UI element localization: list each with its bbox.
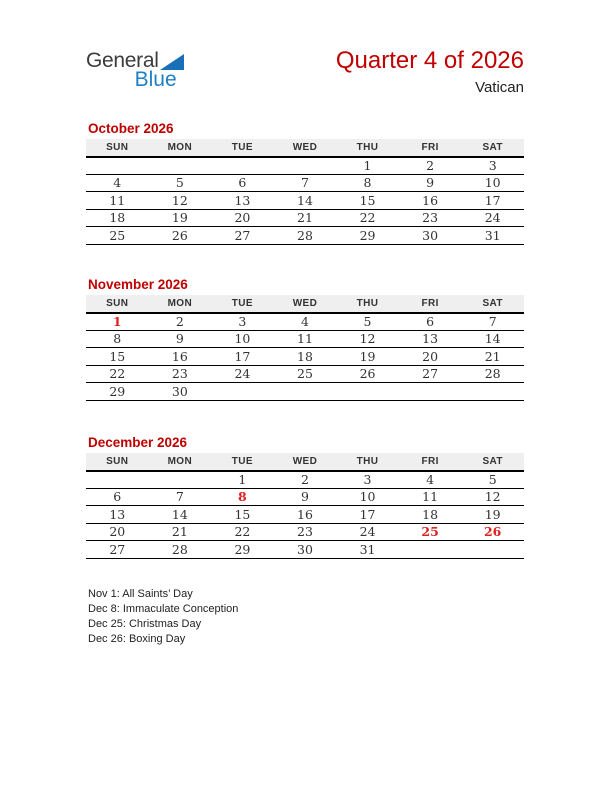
weekday-header-thu: THU	[336, 453, 399, 471]
week-row	[86, 192, 524, 210]
day-cell: 19	[336, 348, 399, 366]
week-row	[86, 313, 524, 331]
empty-day-cell	[149, 157, 212, 175]
day-cell: 7	[274, 174, 337, 192]
empty-day-cell	[274, 383, 337, 401]
calendar-table-december	[86, 453, 524, 559]
weekday-header-fri: FRI	[399, 453, 462, 471]
empty-day-cell	[461, 383, 524, 401]
weekday-header-wed: WED	[274, 295, 337, 313]
empty-day-cell	[399, 541, 462, 559]
holiday-list	[86, 587, 524, 647]
day-cell: 3	[461, 157, 524, 175]
day-cell: 29	[211, 541, 274, 559]
day-cell: 14	[274, 192, 337, 210]
day-cell: 9	[274, 488, 337, 506]
day-cell: 24	[461, 209, 524, 227]
weekday-header-mon: MON	[149, 139, 212, 157]
day-cell: 29	[336, 227, 399, 245]
day-cell: 13	[399, 330, 462, 348]
day-cell: 31	[461, 227, 524, 245]
day-cell: 15	[86, 348, 149, 366]
day-cell: 11	[274, 330, 337, 348]
day-cell: 17	[211, 348, 274, 366]
day-cell: 9	[149, 330, 212, 348]
day-cell: 25	[86, 227, 149, 245]
day-cell: 26	[336, 365, 399, 383]
holiday-item: Dec 26: Boxing Day	[88, 632, 186, 645]
day-cell: 26	[461, 523, 524, 541]
weekday-header-sat: SAT	[461, 139, 524, 157]
day-cell: 10	[336, 488, 399, 506]
week-row	[86, 365, 524, 383]
day-cell: 14	[149, 506, 212, 524]
week-row	[86, 523, 524, 541]
day-cell: 18	[274, 348, 337, 366]
day-cell: 8	[336, 174, 399, 192]
calendar-table-november	[86, 295, 524, 401]
day-cell: 22	[86, 365, 149, 383]
day-cell: 28	[461, 365, 524, 383]
week-row	[86, 383, 524, 401]
day-cell: 16	[399, 192, 462, 210]
day-cell: 2	[399, 157, 462, 175]
general-blue-logo	[86, 47, 184, 90]
day-cell: 4	[399, 471, 462, 489]
weekday-header-mon: MON	[149, 453, 212, 471]
day-cell: 21	[461, 348, 524, 366]
day-cell: 4	[86, 174, 149, 192]
day-cell: 14	[461, 330, 524, 348]
day-cell: 24	[211, 365, 274, 383]
day-cell: 6	[399, 313, 462, 331]
empty-day-cell	[336, 383, 399, 401]
page-title: Quarter 4 of 2026	[335, 47, 524, 74]
day-cell: 13	[211, 192, 274, 210]
day-cell: 21	[149, 523, 212, 541]
day-cell: 24	[336, 523, 399, 541]
week-row	[86, 541, 524, 559]
day-cell: 15	[336, 192, 399, 210]
week-row	[86, 209, 524, 227]
day-cell: 16	[149, 348, 212, 366]
empty-day-cell	[399, 383, 462, 401]
day-cell: 12	[461, 488, 524, 506]
day-cell: 1	[336, 157, 399, 175]
month-section-december	[86, 435, 524, 559]
weekday-header-row	[86, 295, 524, 313]
day-cell: 5	[336, 313, 399, 331]
month-section-october	[86, 121, 524, 245]
weekday-header-wed: WED	[274, 139, 337, 157]
weekday-header-row	[86, 453, 524, 471]
week-row	[86, 348, 524, 366]
day-cell: 27	[211, 227, 274, 245]
day-cell: 7	[461, 313, 524, 331]
day-cell: 12	[149, 192, 212, 210]
week-row	[86, 506, 524, 524]
day-cell: 21	[274, 209, 337, 227]
day-cell: 20	[211, 209, 274, 227]
day-cell: 31	[336, 541, 399, 559]
day-cell: 15	[211, 506, 274, 524]
calendar-body	[86, 471, 524, 559]
day-cell: 22	[336, 209, 399, 227]
day-cell: 25	[399, 523, 462, 541]
holiday-item: Dec 25: Christmas Day	[88, 617, 202, 630]
day-cell: 3	[336, 471, 399, 489]
title-block	[336, 47, 524, 96]
day-cell: 30	[399, 227, 462, 245]
weekday-header-row	[86, 139, 524, 157]
calendar-table-october	[86, 139, 524, 245]
day-cell: 17	[336, 506, 399, 524]
holiday-item: Nov 1: All Saints’ Day	[88, 587, 193, 600]
month-label-november: November 2026	[88, 276, 188, 292]
logo-word-general: General	[86, 49, 159, 72]
month-section-november	[86, 277, 524, 401]
day-cell: 29	[86, 383, 149, 401]
empty-day-cell	[461, 541, 524, 559]
day-cell: 7	[149, 488, 212, 506]
day-cell: 11	[399, 488, 462, 506]
week-row	[86, 471, 524, 489]
calendar-body	[86, 157, 524, 245]
weekday-header-sun: SUN	[86, 453, 149, 471]
weekday-header-mon: MON	[149, 295, 212, 313]
day-cell: 23	[149, 365, 212, 383]
day-cell: 19	[461, 506, 524, 524]
day-cell: 28	[149, 541, 212, 559]
day-cell: 6	[86, 488, 149, 506]
day-cell: 25	[274, 365, 337, 383]
header	[86, 0, 524, 96]
day-cell: 9	[399, 174, 462, 192]
empty-day-cell	[86, 157, 149, 175]
holiday-item: Dec 8: Immaculate Conception	[88, 602, 239, 615]
day-cell: 13	[86, 506, 149, 524]
day-cell: 16	[274, 506, 337, 524]
week-row	[86, 330, 524, 348]
empty-day-cell	[149, 471, 212, 489]
content-area	[86, 0, 524, 647]
day-cell: 18	[399, 506, 462, 524]
day-cell: 27	[86, 541, 149, 559]
day-cell: 22	[211, 523, 274, 541]
logo-word-blue: Blue	[134, 68, 177, 91]
day-cell: 20	[86, 523, 149, 541]
day-cell: 1	[211, 471, 274, 489]
weekday-header-fri: FRI	[399, 295, 462, 313]
day-cell: 11	[86, 192, 149, 210]
weekday-header-thu: THU	[336, 139, 399, 157]
day-cell: 8	[86, 330, 149, 348]
week-row	[86, 174, 524, 192]
day-cell: 30	[149, 383, 212, 401]
weekday-header-sun: SUN	[86, 295, 149, 313]
day-cell: 10	[211, 330, 274, 348]
week-row	[86, 488, 524, 506]
empty-day-cell	[274, 157, 337, 175]
weekday-header-sun: SUN	[86, 139, 149, 157]
empty-day-cell	[211, 383, 274, 401]
week-row	[86, 157, 524, 175]
weekday-header-tue: TUE	[211, 139, 274, 157]
day-cell: 23	[274, 523, 337, 541]
empty-day-cell	[86, 471, 149, 489]
day-cell: 2	[149, 313, 212, 331]
day-cell: 26	[149, 227, 212, 245]
weekday-header-sat: SAT	[461, 453, 524, 471]
day-cell: 6	[211, 174, 274, 192]
day-cell: 23	[399, 209, 462, 227]
day-cell: 5	[149, 174, 212, 192]
day-cell: 17	[461, 192, 524, 210]
calendar-body	[86, 313, 524, 401]
week-row	[86, 227, 524, 245]
page-subtitle: Vatican	[475, 78, 524, 96]
month-label-october: October 2026	[88, 120, 174, 136]
weekday-header-wed: WED	[274, 453, 337, 471]
day-cell: 2	[274, 471, 337, 489]
month-label-december: December 2026	[88, 434, 188, 450]
day-cell: 27	[399, 365, 462, 383]
weekday-header-fri: FRI	[399, 139, 462, 157]
day-cell: 18	[86, 209, 149, 227]
day-cell: 10	[461, 174, 524, 192]
day-cell: 5	[461, 471, 524, 489]
day-cell: 8	[211, 488, 274, 506]
weekday-header-tue: TUE	[211, 453, 274, 471]
day-cell: 20	[399, 348, 462, 366]
day-cell: 30	[274, 541, 337, 559]
weekday-header-thu: THU	[336, 295, 399, 313]
day-cell: 19	[149, 209, 212, 227]
day-cell: 3	[211, 313, 274, 331]
day-cell: 4	[274, 313, 337, 331]
empty-day-cell	[211, 157, 274, 175]
day-cell: 1	[86, 313, 149, 331]
weekday-header-tue: TUE	[211, 295, 274, 313]
weekday-header-sat: SAT	[461, 295, 524, 313]
day-cell: 28	[274, 227, 337, 245]
day-cell: 12	[336, 330, 399, 348]
